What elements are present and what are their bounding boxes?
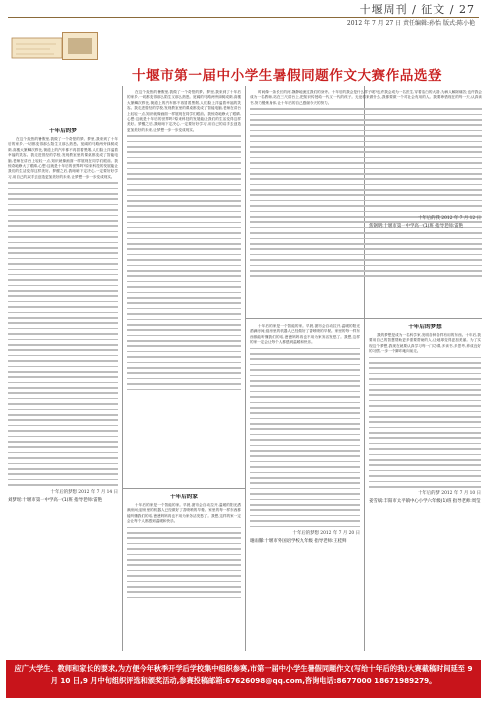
essay-body: 我的梦想是成为一名科学家,发明各种各样有用的东西。十年后,我要用自己的智慧帮助更多需要帮助的人,让地球变得更加美丽。为了实现这个梦想,我现在就要认真学习每一门功课,多读书,多思考,养成良好的习惯,一步一个脚印地向前走。 — [369, 333, 481, 354]
publication-name: 十堰周刊 / 征文 / 27 — [359, 3, 475, 16]
essay-text-block — [250, 348, 360, 527]
essay-text-block — [369, 357, 481, 488]
page-headline: 十堰市第一届中小学生暑假同题作文大赛作品选登 — [131, 68, 443, 84]
section-divider — [123, 488, 245, 489]
essay-column — [250, 324, 360, 654]
column-divider — [122, 86, 123, 651]
issue-meta: 2012 年 7 月 27 日 责任编辑:孙怡 版式:陈小艳 — [346, 20, 475, 27]
author-byline: 谢雨馨:十堰市外国语学校九年级 指导老师:王桂鲜 — [250, 538, 347, 544]
decorative-illustration — [6, 28, 104, 78]
essay-body: 在这个炎热的暑假里,我做了一个奇怪的梦。梦里,我来到了十年后的家乡,一切都变得那么陌生又那么熟悉。宽阔的马路两旁绿树成荫,高楼大厦鳞次栉比,街道上的汽车都不再冒着黑烟,人们脸上洋溢着幸福的笑容。我走进曾经的学校,发现教室里的课桌都变成了智能电脑,老师在讲台上轻轻一点,知识就像画面一样展现在同学们眼前。我惊奇地睁大了眼睛,心想:这就是十年后的世界吗?原来科技的发展能让我们的生活变得这样美好。梦醒之后,我暗暗下定决心,一定要好好学习,用自己的双手去创造更加美好的未来,让梦想一步一步变成现实。 — [127, 90, 241, 132]
contest-notice-banner: 应广大学生、教师和家长的要求,为方便今年秋季开学后学校集中组织参赛,市第一届中小学生暑假同题作文(写给十年后的我)大赛截稿时间延至 9 月 10 日,9 月中旬组织评选和颁奖活动,参赛投稿邮箱:67626098@qq.com,咨询电话:8677000 18671989279。 — [6, 660, 481, 698]
section-divider — [246, 318, 482, 319]
author-byline: 焦钢明:十堰市第一中学高一(1)班 指导老师:雷艳 — [369, 224, 463, 229]
author-byline: 姜雪斌:丰阳市太平镇中心小学六年级(1)班 指导老师:周莹 — [369, 499, 481, 505]
essay-text-block — [127, 527, 241, 599]
essay-column — [369, 214, 481, 314]
essay-body: 时间像一条长长的河,静静地流过我们的身旁。十年后的我会是什么样子呢?也许我会成为一名医生,穿着洁白的大褂,为病人解除痛苦;也许我会成为一名教师,站在三尺讲台上,把知识传授给一代又一代的孩子。无论将来做什么,我都要做一个对社会有用的人。我要珍惜现在的每一天,认真读书,努力锻炼身体,让十年后的自己感谢今天的努力。 — [250, 90, 482, 105]
essay-title: 十年后的梦想 — [408, 324, 442, 330]
essay-column — [369, 324, 481, 654]
essay-body: 十年后的家是一个智能的家。早晨,窗帘会自动拉开,温暖的阳光洒满房间;厨房里的机器人已经做好了香喷喷的早餐。家里的每一样东西都能听懂我们的话,爸爸妈妈再也不用为家务活发愁了。我想,这样的家一定会让每个人都感到温暖和快乐。 — [127, 503, 241, 524]
essay-signature: 十年后的我 2012 年 7 月 12 日 — [417, 216, 481, 221]
essay-column — [8, 128, 118, 653]
essay-text-block — [127, 135, 241, 390]
column-divider — [245, 86, 246, 651]
essay-column — [127, 90, 241, 485]
essay-column — [127, 494, 241, 654]
essay-signature: 十年后的梦想 2012 年 7 月 20 日 — [292, 530, 360, 536]
stamp-icon — [62, 32, 98, 60]
essay-signature: 十年后的梦想 2012 年 7 月 14 日 — [50, 489, 118, 495]
essay-signature: 十年后的梦 2012 年 7 月 10 日 — [417, 491, 481, 497]
author-byline: 刘梦瑶:十堰市第一中学高一(1)班 指导老师:雷艳 — [8, 497, 102, 503]
essay-title: 十年后的家 — [170, 494, 198, 500]
essay-title: 十年后的梦 — [49, 128, 77, 134]
pencil-icon — [10, 34, 68, 64]
masthead — [0, 0, 487, 26]
essay-body: 在这个炎热的暑假里,我做了一个奇怪的梦。梦里,我来到了十年后的家乡,一切都变得那么陌生又那么熟悉。宽阔的马路两旁绿树成荫,高楼大厦鳞次栉比,街道上的汽车都不再冒着黑烟,人们脸上洋溢着幸福的笑容。我走进曾经的学校,发现教室里的课桌都变成了智能电脑,老师在讲台上轻轻一点,知识就像画面一样展现在同学们眼前。我惊奇地睁大了眼睛,心想:这就是十年后的世界吗?原来科技的发展能让我们的生活变得这样美好。梦醒之后,我暗暗下定决心,一定要好好学习,用自己的双手去创造更加美好的未来,让梦想一步一步变成现实。 — [8, 137, 118, 179]
essay-text-block — [8, 182, 118, 485]
essay-body: 十年后的家是一个智能的家。早晨,窗帘会自动拉开,温暖的阳光洒满房间;厨房里的机器人已经做好了香喷喷的早餐。家里的每一样东西都能听懂我们的话,爸爸妈妈再也不用为家务活发愁了。我想,这样的家一定会让每个人都感到温暖和快乐。 — [250, 324, 360, 345]
